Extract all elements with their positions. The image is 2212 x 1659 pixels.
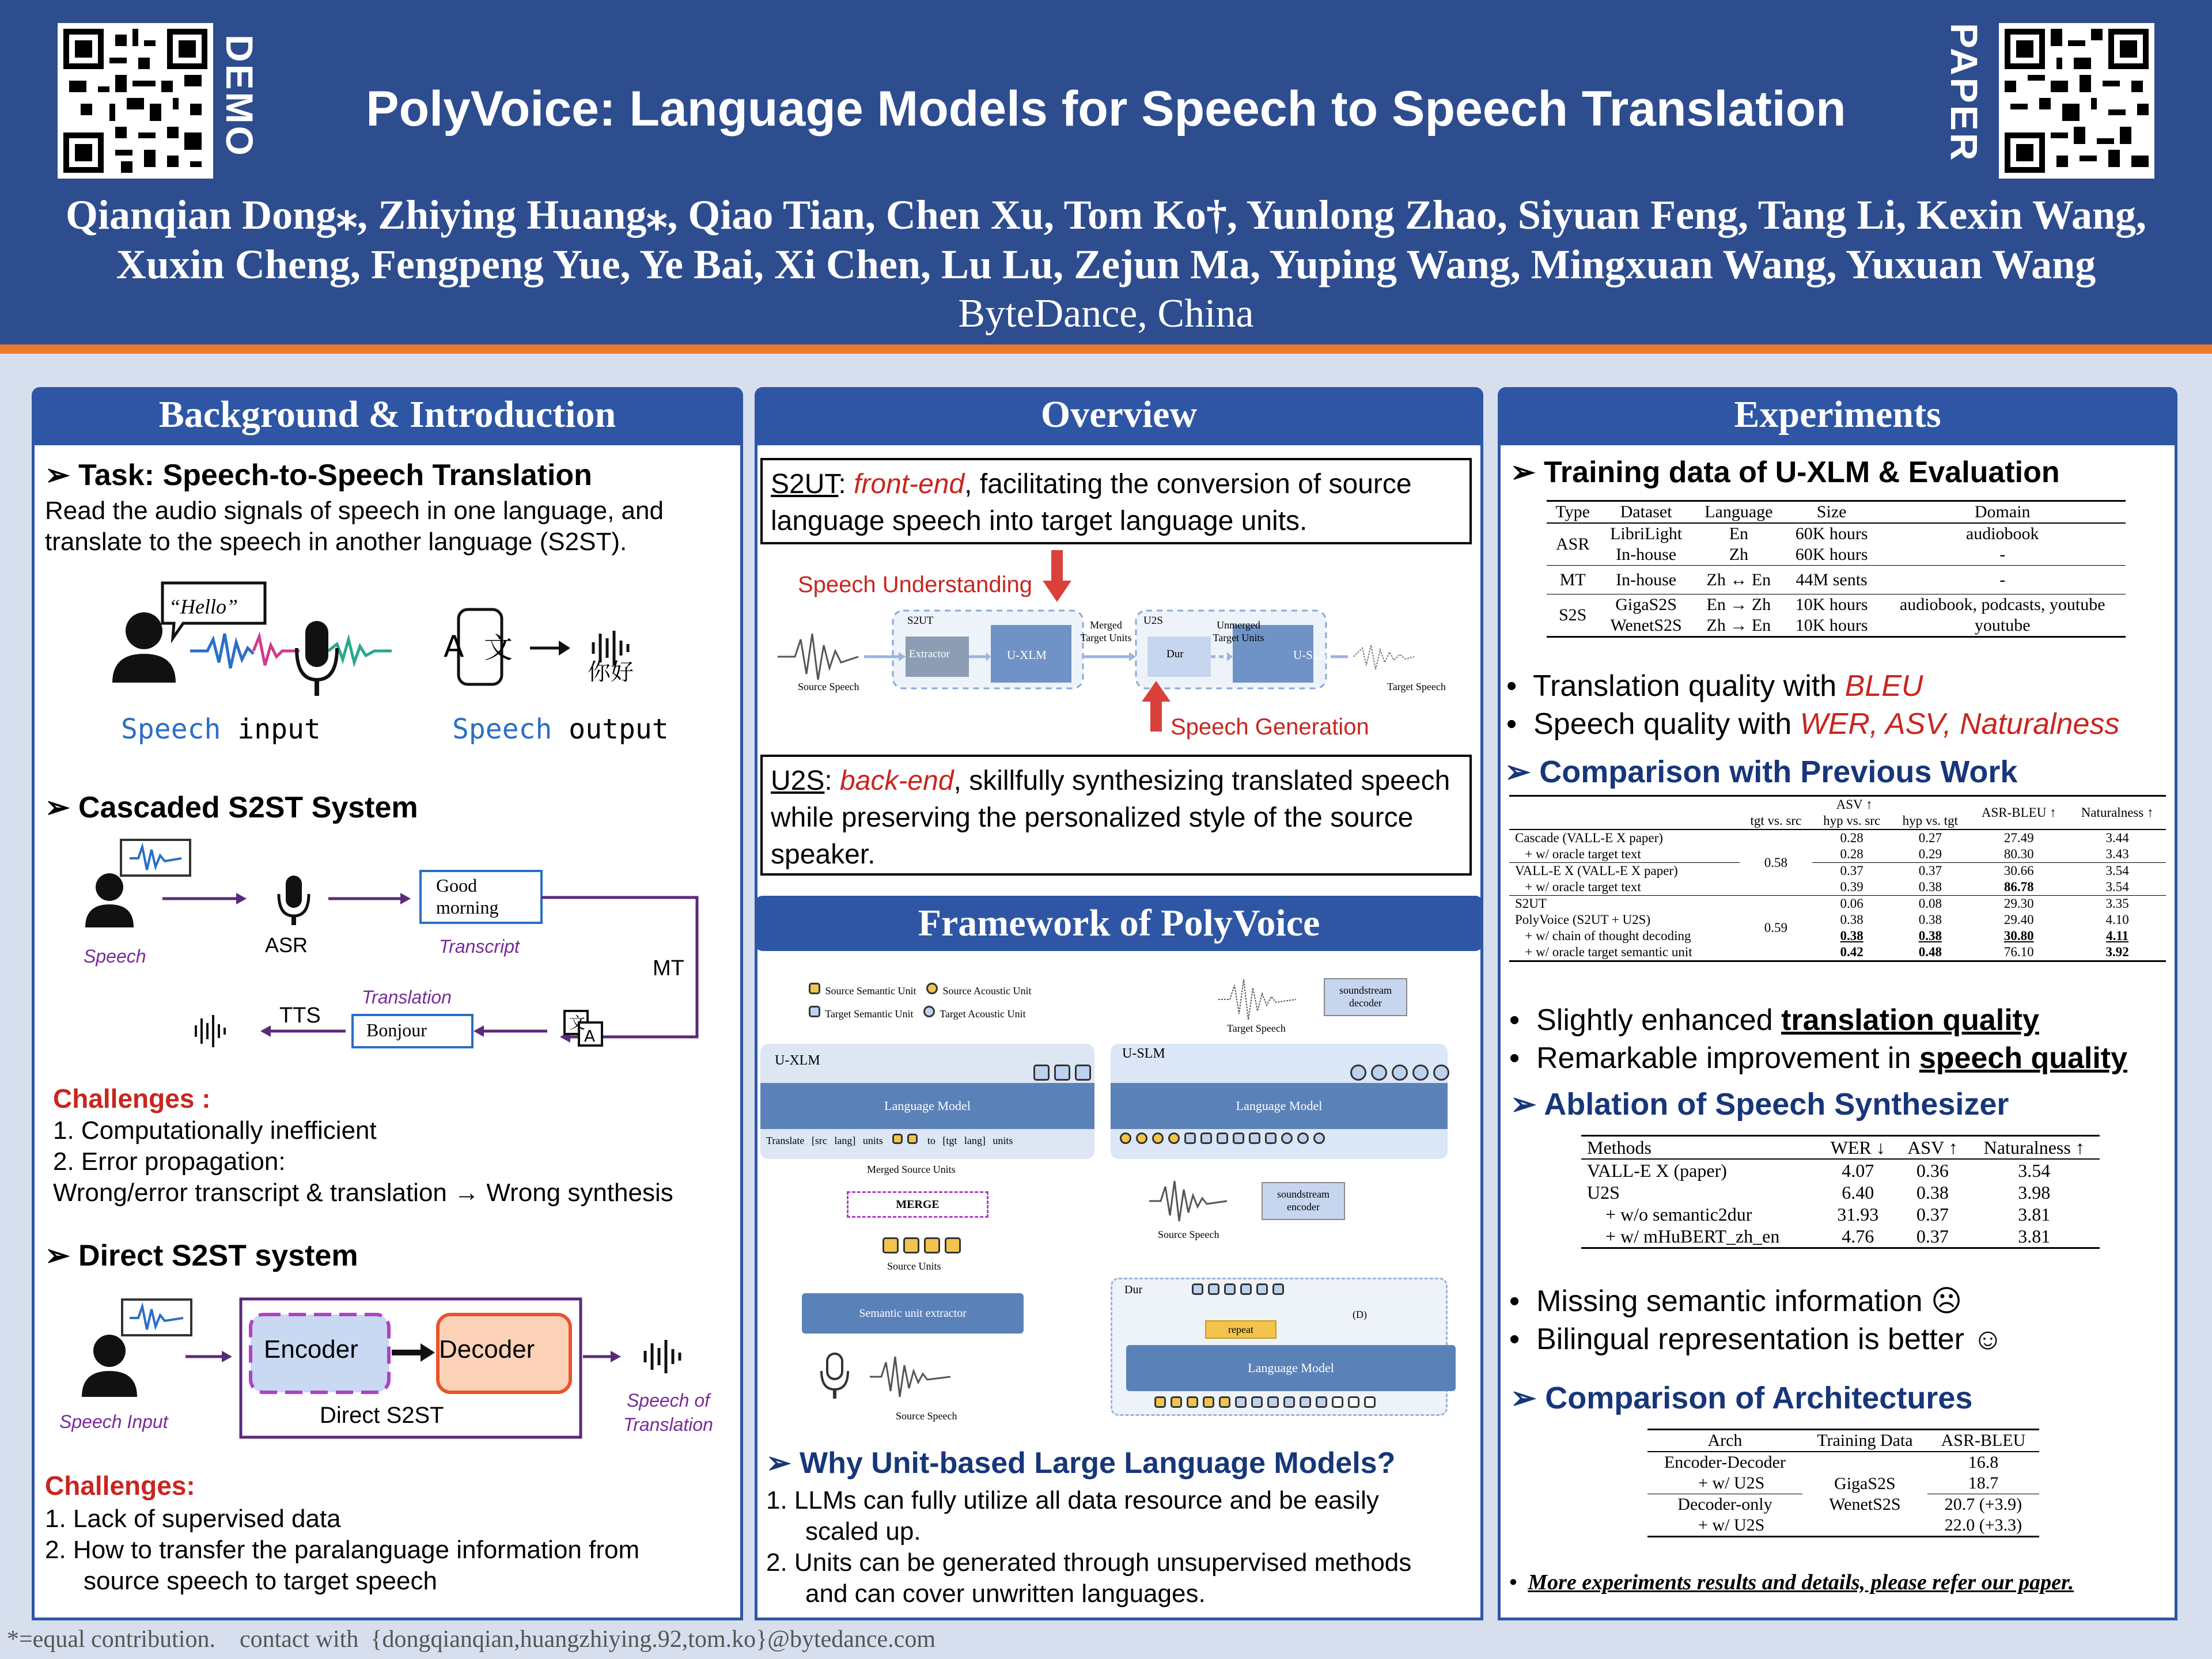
target-speech-wave bbox=[1215, 974, 1331, 1025]
prompt-token: units bbox=[993, 1135, 1013, 1146]
dur-language-model: Language Model bbox=[1126, 1345, 1456, 1391]
table-cell: - bbox=[1999, 570, 2006, 589]
task-text: Read the audio signals of speech in one language, and translate to the speech in another language (S2ST). bbox=[45, 497, 664, 556]
direct-title: ➢ Direct S2ST system bbox=[45, 1239, 358, 1272]
person-icon bbox=[82, 1335, 137, 1397]
repeat-box: repeat bbox=[1205, 1320, 1277, 1339]
overview-heading: Overview bbox=[755, 387, 1483, 442]
dataset-name: GigaS2S bbox=[1834, 1474, 1896, 1493]
table-cell: 0.42 bbox=[1840, 945, 1863, 959]
table-cell: S2UT bbox=[1515, 896, 1547, 911]
output-waveform-icon bbox=[645, 1340, 680, 1373]
why-2: 2. Units can be generated through unsupervised methods bbox=[766, 1548, 1412, 1577]
th-dataset: Dataset bbox=[1620, 502, 1672, 521]
source-units-row bbox=[880, 1237, 963, 1256]
challenge-2-2-cont: source speech to target speech bbox=[84, 1567, 437, 1595]
table-cell: WenetS2S bbox=[1610, 616, 1682, 635]
table-cell: + w/ mHuBERT_zh_en bbox=[1587, 1226, 1780, 1247]
table-cell: PolyVoice (S2UT + U2S) bbox=[1515, 912, 1651, 927]
table-cell: 0.38 bbox=[1916, 1182, 1949, 1203]
table-cell: 60K hours bbox=[1795, 524, 1868, 543]
phone-translate-icon bbox=[444, 609, 513, 684]
prompt-token: Translate bbox=[766, 1135, 805, 1146]
svg-text:文: 文 bbox=[569, 1013, 586, 1032]
microphone-icon bbox=[821, 1354, 848, 1399]
cmp-bullet-1: • Slightly enhanced translation quality bbox=[1509, 1003, 2039, 1037]
table-cell: 0.37 bbox=[1916, 1204, 1949, 1225]
table-cell: LibriLight bbox=[1610, 524, 1683, 543]
s2ut-box-label: S2UT bbox=[907, 615, 934, 627]
table-cell: 6.40 bbox=[1842, 1182, 1874, 1203]
author-list bbox=[0, 190, 2212, 289]
challenge-1-1: 1. Computationally inefficient bbox=[53, 1116, 377, 1145]
table-cell: + w/ U2S bbox=[1685, 1516, 1765, 1535]
poster-title: PolyVoice: Language Models for Speech to Speech Translation bbox=[366, 81, 1846, 137]
table-cell: Encoder-Decoder bbox=[1664, 1453, 1786, 1472]
table-cell: S2S bbox=[1558, 605, 1587, 624]
table-cell: 3.92 bbox=[2105, 945, 2129, 959]
abl-bullet-1: • Missing semantic information ☹ bbox=[1509, 1285, 1963, 1318]
table-cell: + w/ U2S bbox=[1685, 1474, 1765, 1493]
decoder-label: Decoder bbox=[439, 1335, 535, 1363]
table-cell: 86.78 bbox=[2003, 880, 2034, 894]
legend-target-semantic: Target Semantic Unit bbox=[825, 1008, 914, 1020]
soundstream-encoder-box: soundstream encoder bbox=[1262, 1182, 1345, 1220]
why-1-cont: scaled up. bbox=[805, 1517, 921, 1546]
table-cell: En bbox=[1729, 524, 1749, 543]
table-cell: 4.10 bbox=[2105, 912, 2129, 927]
person-icon bbox=[85, 873, 134, 927]
uslm-input-units bbox=[1118, 1132, 1327, 1147]
u2s-term: U2S bbox=[771, 766, 825, 796]
eval-metric: WER, ASV, Naturalness bbox=[1800, 707, 2120, 741]
table-cell: Zh → En bbox=[1706, 616, 1771, 635]
background-heading: Background & Introduction bbox=[32, 387, 743, 442]
table-cell: In-house bbox=[1616, 545, 1677, 564]
th-language: Language bbox=[1705, 502, 1773, 521]
th-methods: Methods bbox=[1587, 1137, 1652, 1158]
uslm-label: U-SLM bbox=[1122, 1046, 1165, 1061]
task-title: ➢ Task: Speech-to-Speech Translation bbox=[45, 459, 592, 492]
authors-line-2: Xuxin Cheng, Fengpeng Yue, Ye Bai, Xi Chen, Lu Lu, Zejun Ma, Yuping Wang, Mingxuan Wang, Yuxuan Wang bbox=[116, 241, 2096, 287]
paper-qr-code[interactable] bbox=[1999, 23, 2154, 179]
th-wer: WER ↓ bbox=[1830, 1137, 1885, 1158]
challenge-1-2: 2. Error propagation: bbox=[53, 1147, 286, 1176]
table-cell: 0.39 bbox=[1840, 880, 1863, 894]
table-cell: 30.66 bbox=[2003, 863, 2034, 878]
table-cell: 44M sents bbox=[1796, 570, 1868, 589]
framework-source-speech-label-2: Source Speech bbox=[1158, 1229, 1219, 1240]
table-cell: 0.37 bbox=[1916, 1226, 1949, 1247]
s2ut-description bbox=[760, 458, 1472, 544]
speech-word: Speech bbox=[452, 713, 552, 745]
training-data-title: ➢ Training data of U-XLM & Evaluation bbox=[1510, 456, 2060, 489]
challenge-2-1: 1. Lack of supervised data bbox=[45, 1505, 341, 1533]
uslm-box-label: U-SLM bbox=[1293, 648, 1331, 662]
uslm-language-model: Language Model bbox=[1111, 1083, 1448, 1129]
u2s-description bbox=[760, 755, 1472, 876]
framework-heading: Framework of PolyVoice bbox=[755, 896, 1483, 951]
training-data-table bbox=[1547, 500, 2126, 638]
target-semantic-unit-icon bbox=[809, 1006, 820, 1017]
table-cell: In-house bbox=[1616, 570, 1677, 589]
microphone-icon bbox=[279, 876, 309, 925]
table-cell: ASR bbox=[1555, 535, 1590, 554]
merge-box: MERGE bbox=[847, 1191, 988, 1218]
mt-label: MT bbox=[653, 956, 684, 980]
table-cell: 0.59 bbox=[1764, 921, 1788, 935]
uslm-output-units bbox=[1348, 1065, 1452, 1084]
table-cell: 4.07 bbox=[1842, 1160, 1874, 1181]
challenges-1-title: Challenges : bbox=[53, 1084, 211, 1113]
speech-word: Speech bbox=[121, 713, 221, 745]
legend-source-acoustic: Source Acoustic Unit bbox=[942, 985, 1032, 997]
target-acoustic-unit-icon bbox=[923, 1006, 935, 1017]
table-cell: 3.81 bbox=[2018, 1204, 2051, 1225]
cmp-emphasis: speech quality bbox=[1919, 1041, 2128, 1075]
dur-block-label: Dur bbox=[1124, 1283, 1143, 1296]
table-cell: 10K hours bbox=[1795, 616, 1868, 635]
svg-text:文: 文 bbox=[484, 631, 513, 665]
cmp-emphasis: translation quality bbox=[1781, 1003, 2039, 1037]
table-cell: 29.30 bbox=[2003, 896, 2034, 911]
table-cell: 4.11 bbox=[2106, 929, 2129, 943]
th-arch: Arch bbox=[1707, 1431, 1743, 1450]
ablation-title: ➢ Ablation of Speech Synthesizer bbox=[1510, 1087, 2009, 1122]
table-cell: 3.98 bbox=[2018, 1182, 2051, 1203]
speech-input-label bbox=[121, 713, 321, 745]
abl-bullet-2: • Bilingual representation is better ☺ bbox=[1509, 1323, 2003, 1356]
table-cell: 10K hours bbox=[1795, 595, 1868, 614]
prompt-token: units bbox=[862, 1135, 883, 1146]
th-naturalness: Naturalness ↑ bbox=[1983, 1137, 2085, 1158]
table-cell: 30.80 bbox=[2003, 929, 2034, 943]
table-cell: 29.40 bbox=[2003, 912, 2034, 927]
legend-target-acoustic: Target Acoustic Unit bbox=[940, 1008, 1026, 1020]
cmp-text: Remarkable improvement in bbox=[1536, 1041, 1919, 1075]
bonjour-text: Bonjour bbox=[366, 1020, 427, 1040]
abl-text: Bilingual representation is better ☺ bbox=[1536, 1323, 2003, 1356]
back-end-term: back-end bbox=[840, 766, 954, 796]
th-hyp-src: hyp vs. src bbox=[1823, 813, 1881, 828]
front-end-term: front-end bbox=[854, 469, 965, 499]
table-cell: 20.7 (+3.9) bbox=[1944, 1495, 2022, 1514]
eval-bullet-1: • Translation quality with BLEU bbox=[1506, 669, 1923, 703]
framework-legend bbox=[806, 979, 1031, 1025]
prompt-token: to bbox=[927, 1135, 935, 1146]
arch-training-data bbox=[1802, 1452, 1927, 1537]
table-cell: 3.54 bbox=[2018, 1160, 2051, 1181]
table-cell: 0.29 bbox=[1918, 847, 1942, 861]
uxlm-box-label: U-XLM bbox=[1007, 648, 1047, 662]
th-asr-bleu: ASR-BLEU ↑ bbox=[1981, 805, 2056, 820]
merged-target-units-label: Merged Target Units bbox=[1080, 619, 1132, 643]
table-cell: Zh ↔ En bbox=[1706, 570, 1771, 589]
footer-note: *=equal contribution. contact with {dongqianqian,huangzhiying.92,tom.ko}@bytedance.com bbox=[7, 1626, 935, 1653]
table-cell: 0.38 bbox=[1840, 912, 1863, 927]
th-training-data: Training Data bbox=[1817, 1431, 1913, 1450]
th-hyp-tgt: hyp vs. tgt bbox=[1902, 813, 1959, 828]
table-cell: audiobook bbox=[1965, 524, 2039, 543]
target-speech-label: Target Speech bbox=[1387, 681, 1446, 692]
s2ut-colon: : bbox=[838, 469, 854, 499]
eval-text: Translation quality with bbox=[1533, 669, 1845, 703]
more-results-note: • More experiments results and details, please refer our paper. bbox=[1509, 1570, 2074, 1594]
framework-source-wave bbox=[818, 1348, 1002, 1411]
uxlm-label: U-XLM bbox=[775, 1053, 820, 1068]
table-cell: GigaS2S bbox=[1615, 595, 1677, 614]
table-cell: 3.81 bbox=[2018, 1226, 2051, 1247]
eval-text: Speech quality with bbox=[1533, 707, 1800, 741]
architecture-title: ➢ Comparison of Architectures bbox=[1510, 1381, 1973, 1415]
hello-bubble-text: “Hello” bbox=[169, 595, 238, 618]
tts-label: TTS bbox=[279, 1003, 321, 1028]
comparison-title: ➢ Comparison with Previous Work bbox=[1505, 755, 2018, 789]
authors-line-1: Qianqian Dong⁎, Zhiying Huang⁎, Qiao Tian, Chen Xu, Tom Ko†, Yunlong Zhao, Siyuan Feng, Tang Li, Kexin Wang, bbox=[65, 192, 2147, 238]
source-acoustic-unit-icon bbox=[926, 983, 938, 994]
table-cell: + w/o semantic2dur bbox=[1587, 1204, 1752, 1225]
table-cell: Decoder-only bbox=[1677, 1495, 1772, 1514]
table-cell: 0.48 bbox=[1918, 945, 1942, 959]
table-cell: + w/ oracle target text bbox=[1515, 880, 1641, 894]
soundstream-decoder-box: soundstream decoder bbox=[1324, 978, 1407, 1016]
th-asv: ASV ↑ bbox=[1836, 797, 1873, 812]
speech-understanding-label: Speech Understanding bbox=[798, 572, 1032, 597]
header-divider bbox=[0, 344, 2212, 354]
encoder-label: Encoder bbox=[264, 1335, 358, 1363]
table-cell: VALL-E X (paper) bbox=[1587, 1160, 1727, 1181]
u2s-colon: : bbox=[824, 766, 840, 796]
speech-of-translation-caption: Speech of Translation bbox=[623, 1390, 713, 1435]
th-domain: Domain bbox=[1974, 502, 2031, 521]
speech-generation-label: Speech Generation bbox=[1171, 714, 1369, 740]
abl-text: Missing semantic information ☹ bbox=[1536, 1285, 1963, 1318]
comparison-table bbox=[1509, 795, 2166, 962]
table-cell: 3.43 bbox=[2105, 847, 2129, 861]
dur-input-units bbox=[1152, 1396, 1378, 1411]
uxlm-language-model: Language Model bbox=[760, 1083, 1094, 1129]
eval-metric: BLEU bbox=[1844, 669, 1923, 703]
th-type: Type bbox=[1555, 502, 1590, 521]
table-cell: 0.08 bbox=[1918, 896, 1942, 911]
translation-label: Translation bbox=[362, 987, 452, 1007]
table-cell: + w/ oracle target semantic unit bbox=[1515, 945, 1692, 959]
more-results-link[interactable]: More experiments results and details, please refer our paper. bbox=[1528, 1570, 2074, 1594]
paper-label: PAPER bbox=[1943, 23, 1986, 163]
table-cell: 18.7 bbox=[1968, 1474, 1999, 1493]
th-naturalness: Naturalness ↑ bbox=[2081, 805, 2154, 820]
th-size: Size bbox=[1816, 502, 1847, 521]
table-cell: 0.27 bbox=[1918, 831, 1942, 845]
semantic-unit-extractor-box: Semantic unit extractor bbox=[802, 1293, 1024, 1334]
down-arrow-icon bbox=[1043, 581, 1071, 602]
table-cell: 3.54 bbox=[2105, 863, 2129, 878]
microphone-icon bbox=[297, 621, 337, 696]
input-word: input bbox=[221, 713, 321, 745]
table-cell: 3.44 bbox=[2105, 831, 2129, 845]
experiments-heading: Experiments bbox=[1498, 387, 2177, 442]
challenge-2-2: 2. How to transfer the paralanguage information from bbox=[45, 1536, 640, 1564]
table-cell: 0.58 bbox=[1764, 855, 1788, 870]
demo-label: DEMO bbox=[218, 35, 261, 158]
table-cell: 22.0 (+3.3) bbox=[1944, 1516, 2022, 1535]
extractor-label: Extractor bbox=[909, 648, 950, 660]
colorful-waveform-icon bbox=[190, 634, 392, 668]
table-cell: 0.06 bbox=[1840, 896, 1863, 911]
table-cell: 0.38 bbox=[1918, 929, 1942, 943]
cascaded-title: ➢ Cascaded S2ST System bbox=[45, 791, 418, 824]
svg-text:A: A bbox=[444, 630, 464, 664]
speech-output-label bbox=[452, 713, 669, 745]
table-cell: - bbox=[1999, 545, 2006, 564]
table-cell: + w/ oracle target text bbox=[1515, 847, 1641, 861]
prompt-token: [tgt lang] bbox=[942, 1135, 986, 1146]
target-speech-label-fw: Target Speech bbox=[1227, 1022, 1286, 1034]
challenge-1-extra: Wrong/error transcript & translation → Wrong synthesis bbox=[53, 1179, 673, 1207]
th-asv: ASV ↑ bbox=[1907, 1137, 1958, 1158]
table-cell: 0.38 bbox=[1918, 912, 1942, 927]
speech-input-caption: Speech Input bbox=[59, 1411, 168, 1432]
table-cell: 0.28 bbox=[1840, 831, 1863, 845]
output-waveform-icon bbox=[196, 1015, 225, 1047]
u2s-box-label: U2S bbox=[1143, 615, 1163, 627]
table-cell: 31.93 bbox=[1837, 1204, 1879, 1225]
svg-text:A: A bbox=[584, 1027, 596, 1046]
table-cell: 0.37 bbox=[1840, 863, 1863, 878]
challenges-2-title: Challenges: bbox=[45, 1471, 195, 1501]
table-cell: 0.38 bbox=[1918, 880, 1942, 894]
table-cell: Cascade (VALL-E X paper) bbox=[1515, 831, 1663, 845]
u2s-text: , skillfully synthesizing translated speech while preserving the personalized style of the source speaker. bbox=[771, 766, 1450, 870]
table-cell: 0.36 bbox=[1916, 1160, 1949, 1181]
table-cell: 80.30 bbox=[2003, 847, 2034, 861]
output-word: output bbox=[552, 713, 669, 745]
table-cell: 27.49 bbox=[2003, 831, 2034, 845]
transcript-label: Transcript bbox=[439, 936, 520, 957]
merged-source-units-label: Merged Source Units bbox=[867, 1164, 956, 1175]
table-cell: youtube bbox=[1974, 616, 2031, 635]
framework-source-wave-2 bbox=[1146, 1175, 1262, 1227]
unmerged-target-units-label: Unmerged Target Units bbox=[1213, 619, 1264, 643]
th-asr-bleu: ASR-BLEU bbox=[1941, 1431, 2026, 1450]
table-cell: 3.54 bbox=[2105, 880, 2129, 894]
table-cell: 4.76 bbox=[1842, 1226, 1874, 1247]
dur-label: Dur bbox=[1166, 648, 1184, 660]
th-tgt-src: tgt vs. src bbox=[1750, 813, 1802, 828]
direct-s2st-label: Direct S2ST bbox=[320, 1403, 444, 1428]
uxlm-prompt-tokens bbox=[766, 1134, 1013, 1147]
dur-output-units bbox=[1190, 1283, 1286, 1298]
table-cell: 0.28 bbox=[1840, 847, 1863, 861]
speech-label: Speech bbox=[84, 946, 146, 967]
s2ut-text: , facilitating the conversion of source language speech into target language units. bbox=[771, 469, 1412, 536]
dataset-name: WenetS2S bbox=[1829, 1494, 1901, 1514]
source-semantic-unit-icon bbox=[809, 983, 820, 994]
uxlm-output-units bbox=[1031, 1065, 1093, 1084]
why-llm-title: ➢ Why Unit-based Large Language Models? bbox=[766, 1446, 1396, 1480]
table-cell: VALL-E X (VALL-E X paper) bbox=[1515, 863, 1678, 878]
affiliation: ByteDance, China bbox=[958, 291, 1254, 336]
table-cell: Zh bbox=[1729, 545, 1749, 564]
table-cell: 0.38 bbox=[1840, 929, 1863, 943]
source-speech-label: Source Speech bbox=[798, 681, 859, 692]
architecture-table bbox=[1647, 1429, 2039, 1537]
table-cell: 0.37 bbox=[1918, 863, 1942, 878]
table-cell: + w/ chain of thought decoding bbox=[1515, 929, 1691, 943]
table-cell: MT bbox=[1559, 570, 1586, 589]
framework-source-speech-label: Source Speech bbox=[896, 1410, 957, 1422]
why-2-cont: and can cover unwritten languages. bbox=[805, 1580, 1206, 1608]
source-units-label: Source Units bbox=[887, 1260, 941, 1272]
table-cell: audiobook, podcasts, youtube bbox=[1899, 595, 2105, 614]
cmp-bullet-2: • Remarkable improvement in speech quality bbox=[1509, 1041, 2128, 1075]
table-cell: U2S bbox=[1587, 1182, 1620, 1203]
d-label: (D) bbox=[1353, 1309, 1367, 1320]
table-cell: 16.8 bbox=[1968, 1453, 1999, 1472]
table-cell: 60K hours bbox=[1795, 545, 1868, 564]
table-cell: 3.35 bbox=[2105, 896, 2129, 911]
why-1: 1. LLMs can fully utilize all data resource and be easily bbox=[766, 1486, 1379, 1514]
asr-label: ASR bbox=[265, 933, 308, 957]
nihao-text: 你好 bbox=[588, 660, 634, 685]
prompt-token: [src lang] bbox=[811, 1135, 856, 1146]
cmp-text: Slightly enhanced bbox=[1536, 1003, 1782, 1037]
ablation-table bbox=[1581, 1135, 2100, 1249]
eval-bullet-2: • Speech quality with WER, ASV, Naturalness bbox=[1506, 707, 2120, 741]
table-cell: En → Zh bbox=[1706, 595, 1771, 614]
demo-qr-code[interactable] bbox=[58, 23, 213, 179]
good-morning-text: Good morning bbox=[436, 875, 499, 918]
s2ut-term: S2UT bbox=[771, 469, 839, 499]
table-cell: 76.10 bbox=[2003, 945, 2034, 959]
legend-source-semantic: Source Semantic Unit bbox=[825, 985, 916, 997]
